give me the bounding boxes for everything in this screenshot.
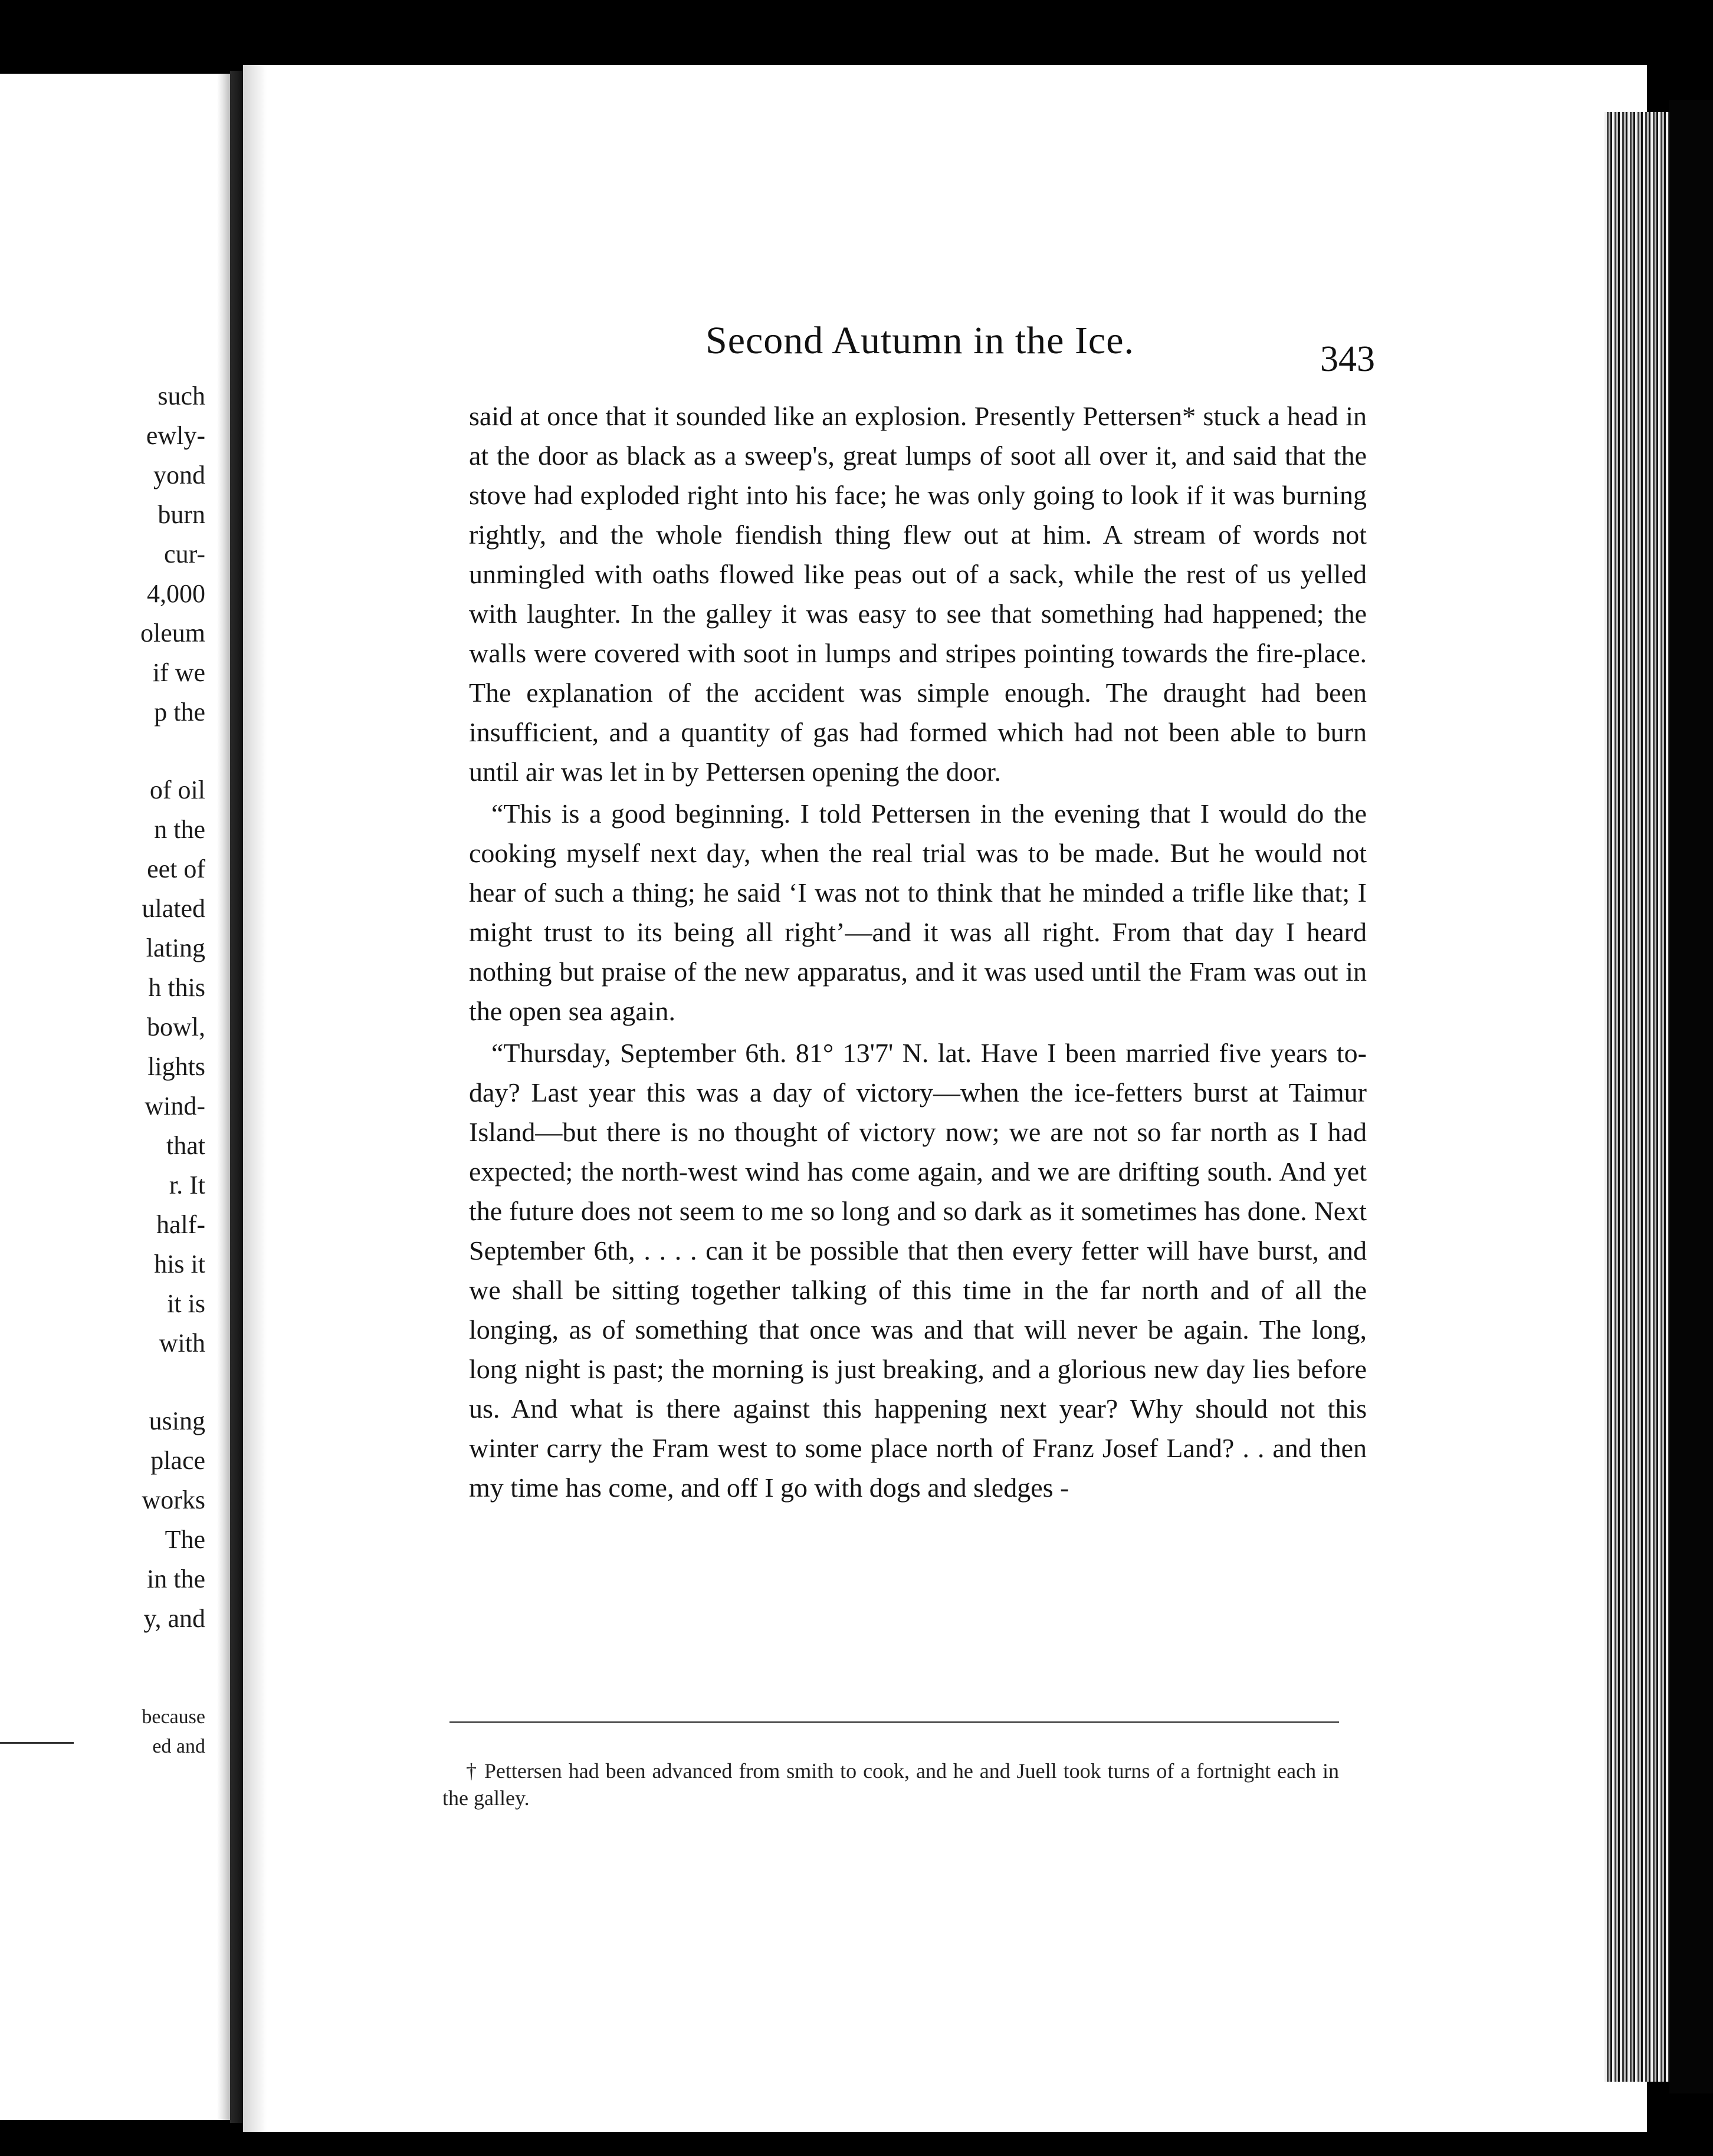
left-page-line-fragment: that xyxy=(166,1131,205,1160)
left-page-line-fragment: half- xyxy=(156,1210,205,1239)
left-page-line-fragment: h this xyxy=(148,973,205,1002)
right-page-gutter-shadow xyxy=(243,65,267,2132)
left-page-line-fragment: eet of xyxy=(147,854,205,883)
left-page-line-fragment: works xyxy=(142,1485,205,1514)
footnote xyxy=(442,1757,1339,1812)
left-page-line-fragment: such xyxy=(157,382,205,410)
left-page-line-fragment: cur- xyxy=(164,540,205,568)
book-cover-edge xyxy=(1669,100,1713,2093)
left-page-line-fragment: if we xyxy=(152,658,205,687)
page-number: 343 xyxy=(1320,339,1375,379)
body-text xyxy=(469,396,1367,1510)
left-page-line-fragment: 4,000 xyxy=(147,579,205,608)
left-page-line-fragment: ulated xyxy=(142,894,205,923)
left-page-line-fragment: y, and xyxy=(143,1604,205,1633)
left-page-line-fragment: n the xyxy=(154,815,205,844)
left-page-footnote-fragment: ed and xyxy=(152,1736,205,1757)
left-page-line-fragment: p the xyxy=(154,698,205,727)
page-stack-edges xyxy=(1604,112,1669,2082)
left-page xyxy=(0,74,230,2120)
footnote-text: † Pettersen had been advanced from smith to cook, and he and Juell took turns of a fortnight each in the galley. xyxy=(442,1759,1339,1810)
running-head: Second Autumn in the Ice. xyxy=(705,319,1135,362)
left-page-line-fragment: in the xyxy=(147,1565,205,1593)
left-page-line-fragment: with xyxy=(159,1329,205,1358)
left-page-footnote-fragment: because xyxy=(142,1706,205,1728)
left-page-line-fragment: lights xyxy=(147,1052,205,1081)
left-page-line-fragment: wind- xyxy=(145,1092,205,1120)
left-page-line-fragment: The xyxy=(165,1525,205,1554)
footnote-rule xyxy=(449,1721,1339,1723)
left-page-line-fragment: bowl, xyxy=(147,1013,205,1041)
left-page-line-fragment: his it xyxy=(154,1250,205,1279)
left-page-line-fragment: using xyxy=(149,1406,205,1435)
left-page-footnote-rule xyxy=(0,1742,74,1744)
paragraph-1: said at once that it sounded like an explosion. Presently Pettersen* stuck a head in at the door as black as a sweep's, great lumps of soot all over it, and said that the stove had exploded right into his face; he was only going to look if it was burning rightly, and the whole fiendish thing flew out at him. A stream of words not unmingled with oaths flowed like peas out of a sack, while the rest of us yelled with laughter. In the galley it was easy to see that something had happened; the walls were covered with soot in lumps and stripes pointing towards the fire-place. The explanation of the accident was simple enough. The draught had been insufficient, and a quantity of gas had formed which had not been able to burn until air was let in by Pettersen opening the door. xyxy=(469,401,1367,787)
left-page-gutter-shadow xyxy=(217,74,230,2120)
left-page-line-fragment: place xyxy=(150,1446,205,1475)
left-page-line-fragment: ewly- xyxy=(146,421,205,450)
left-page-line-fragment: it is xyxy=(167,1289,205,1318)
left-page-line-fragment: oleum xyxy=(140,619,205,648)
left-page-line-fragment: r. It xyxy=(169,1171,205,1199)
left-page-line-fragment: lating xyxy=(146,934,205,962)
paragraph-2: “This is a good beginning. I told Pettersen in the evening that I would do the cooking myself next day, when the real trial was to be made. But he would not hear of such a thing; he said ‘I was not to think that he minded a trifle like that; I might trust to its being all right’—and it was all right. From that day I heard nothing but praise of the new apparatus, and it was used until the Fram was out in the open sea again. xyxy=(469,798,1367,1026)
left-page-line-fragment: yond xyxy=(153,461,205,489)
paragraph-3: “Thursday, September 6th. 81° 13'7' N. lat. Have I been married five years to-day? Last year this was a day of victory—when the ice-fetters burst at Taimur Island—but there is no thought of victory now; we are not so far north as I had expected; the north-west wind has come again, and we are drifting south. And yet the future does not seem to me so long and so dark as it sometimes has done. Next September 6th, . . . . can it be possible that then every fetter will have burst, and we shall be sitting together talking of this time in the far north and of all the longing, as of something that once was and that will never be again. The long, long night is past; the morning is just breaking, and a glorious new day lies before us. And what is there against this happening next year? Why should not this winter carry the Fram west to some place north of Franz Josef Land? . . and then my time has come, and off I go with dogs and sledges - xyxy=(469,1038,1367,1503)
left-page-line-fragment: burn xyxy=(157,500,205,529)
left-page-line-fragment: of oil xyxy=(149,775,205,804)
